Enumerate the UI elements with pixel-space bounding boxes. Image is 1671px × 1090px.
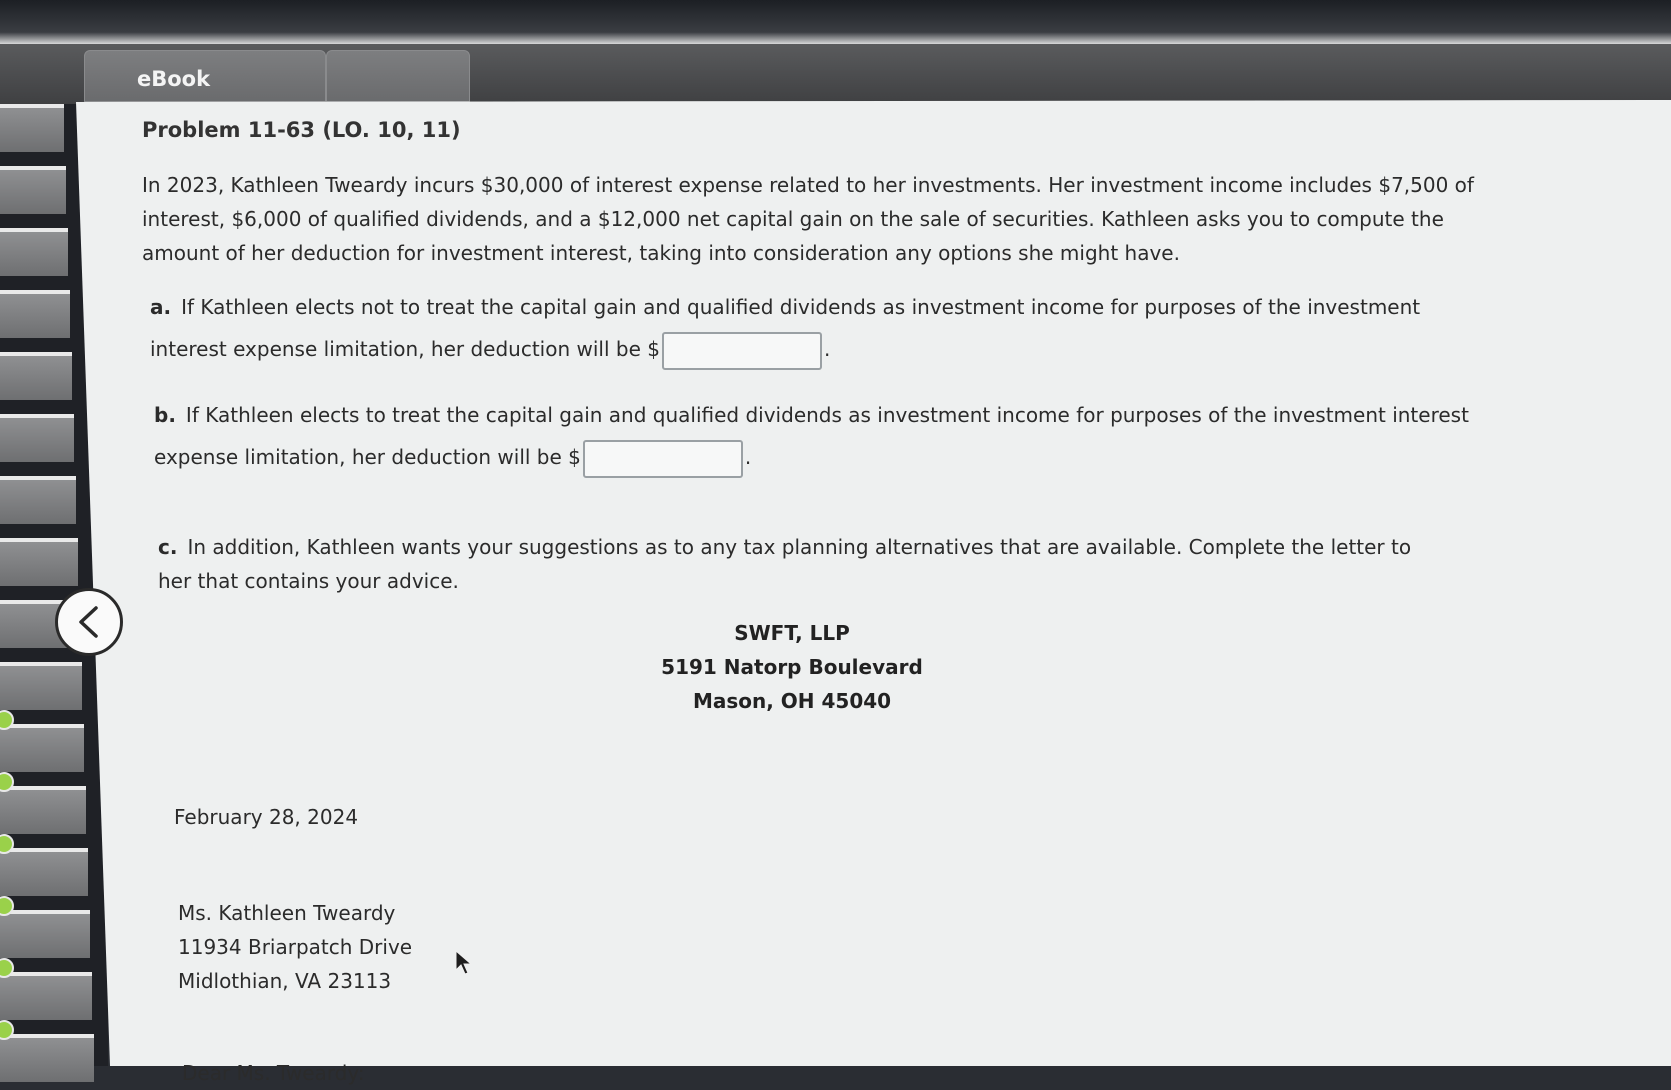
- nav-item[interactable]: [0, 476, 76, 524]
- letterhead: [142, 616, 1442, 718]
- nav-item[interactable]: [0, 786, 86, 834]
- firm-city: Mason, OH 45040: [692, 689, 892, 713]
- nav-item[interactable]: [0, 1034, 94, 1082]
- tab-ebook[interactable]: eBook: [84, 50, 326, 102]
- screen-top-edge: [0, 0, 1671, 46]
- question-b: [154, 394, 1534, 478]
- problem-intro: In 2023, Kathleen Tweardy incurs $30,000 of interest expense related to her investments. Her investment income includes $7,500 of interest, $6,000 of qualified dividends, and a $12,000 net capital gain on the sale of securities. Kathleen asks you to compute the amount of her deduction for investment interest, taking into consideration any options she might have.: [142, 173, 1474, 265]
- nav-item[interactable]: [0, 538, 78, 586]
- problem-title: Problem 11-63 (LO. 10, 11): [142, 118, 461, 142]
- answer-a-input[interactable]: [662, 332, 822, 370]
- question-a-suffix: .: [823, 337, 831, 361]
- recipient-address: [178, 896, 1562, 998]
- problem-content: [142, 112, 1562, 1090]
- question-a-letter: a.: [150, 295, 172, 319]
- question-a: [150, 286, 1480, 370]
- nav-item[interactable]: [0, 972, 92, 1020]
- question-c: [158, 530, 1448, 598]
- nav-item[interactable]: [0, 724, 84, 772]
- nav-item[interactable]: [0, 166, 66, 214]
- nav-item[interactable]: [0, 104, 64, 152]
- recipient-name: Ms. Kathleen Tweardy: [178, 901, 396, 925]
- nav-item[interactable]: [0, 290, 70, 338]
- chevron-left-icon: [74, 605, 104, 639]
- tab-secondary[interactable]: [326, 50, 470, 102]
- nav-item[interactable]: [0, 662, 82, 710]
- recipient-city: Midlothian, VA 23113: [178, 969, 392, 993]
- back-button[interactable]: [55, 588, 123, 656]
- nav-item[interactable]: [0, 352, 72, 400]
- salutation: Dear Ms. Tweardy:: [182, 1061, 365, 1085]
- nav-item[interactable]: [0, 910, 90, 958]
- mouse-pointer-icon: [455, 950, 473, 976]
- question-b-suffix: .: [744, 445, 752, 469]
- recipient-street: 11934 Briarpatch Drive: [178, 935, 413, 959]
- firm-street: 5191 Natorp Boulevard: [661, 655, 923, 679]
- question-b-text: If Kathleen elects to treat the capital gain and qualified dividends as investment income for purposes of the investment interest expense limitation, her deduction will be $: [154, 403, 1469, 469]
- question-a-text: If Kathleen elects not to treat the capital gain and qualified dividends as investment income for purposes of the investment interest expense limitation, her deduction will be $: [150, 295, 1421, 361]
- firm-name: SWFT, LLP: [734, 621, 850, 645]
- question-c-letter: c.: [158, 535, 178, 559]
- answer-b-input[interactable]: [583, 440, 743, 478]
- nav-item[interactable]: [0, 414, 74, 462]
- question-c-text: In addition, Kathleen wants your suggestions as to any tax planning alternatives that are available. Complete the letter to her that contains your advice.: [158, 535, 1412, 593]
- nav-item[interactable]: [0, 228, 68, 276]
- nav-item[interactable]: [0, 848, 88, 896]
- question-b-letter: b.: [154, 403, 176, 427]
- letter-date: February 28, 2024: [174, 805, 359, 829]
